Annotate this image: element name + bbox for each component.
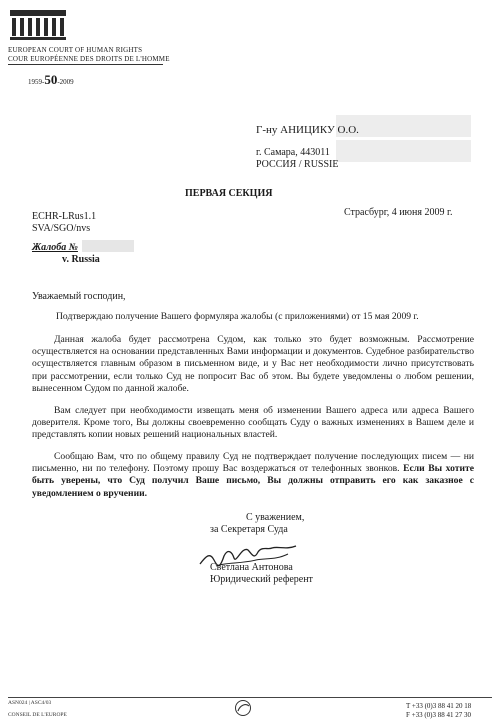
council-of-europe-emblem-icon <box>232 699 254 717</box>
closing-regards: С уважением, <box>246 512 305 523</box>
anniversary-start: 1959- <box>28 78 45 86</box>
reference-line-1: ECHR-LRus1.1 <box>32 211 97 222</box>
redacted-complaint-number <box>82 240 134 252</box>
anniversary-number: 50 <box>44 72 58 87</box>
footer-code: ASN024 | ASC4/03 <box>8 700 52 706</box>
footer-divider <box>8 697 492 698</box>
footer-organisation: CONSEIL DE L'EUROPE <box>8 712 67 718</box>
footer-phone: T +33 (0)3 88 41 20 18 <box>406 702 472 710</box>
header-divider <box>8 64 163 65</box>
signer-name: Светлана Антонова <box>210 562 293 573</box>
salutation: Уважаемый господин, <box>32 291 126 302</box>
footer-fax: F +33 (0)3 88 41 27 30 <box>406 711 472 719</box>
complaint-versus: v. Russia <box>62 254 100 265</box>
signer-title: Юридический референт <box>210 574 313 585</box>
complaint-label: Жалоба № <box>32 242 78 253</box>
place-date: Страсбург, 4 июня 2009 г. <box>344 207 453 218</box>
reference-line-2: SVA/SGO/nvs <box>32 223 91 234</box>
anniversary-mark <box>28 72 74 88</box>
paragraph-review: Данная жалоба будет рассмотрена Судом, как только это будет возможным. Рассмотрение осуществляется на основании представленных Вами информации и документов. Судебное разбирательство осуществляется главным образом в письменном виде, и у Вас нет необходимости лично присутствовать при рассмотрении, если только Суд не попросит Вас об этом. Вы будете уведомлены о любом решении, вынесенном Судом по данной жалобе. <box>32 334 474 394</box>
paragraph-correspondence-normal: Сообщаю Вам, что по общему правилу Суд не подтверждает получение последующих писем — ни письменно, ни по телефону. Поэтому прошу Вас воздержаться от телефонных звонков. <box>32 451 474 475</box>
paragraph-correspondence <box>32 451 474 500</box>
redacted-area <box>336 140 471 162</box>
recipient-name: Г-ну АНИЦИКУ О.О. <box>256 124 359 136</box>
paragraph-notify: Вам следует при необходимости извещать меня об изменении Вашего адреса или адреса Вашего доверителя. Кроме того, Вы должны своевременно сообщать Суду о важных изменениях в Вашем деле и представлять копии новых решений национальных властей. <box>32 405 474 441</box>
closing-on-behalf: за Секретаря Суда <box>210 524 288 535</box>
paragraph-correspondence-bold: Если Вы хотите быть уверены, что Суд получил Ваше письмо, Вы должны отправить его как заказное с уведомлением о вручении. <box>32 463 474 499</box>
court-building-logo-icon <box>8 8 68 42</box>
recipient-city: г. Самара, 443011 <box>256 147 330 158</box>
section-title: ПЕРВАЯ СЕКЦИЯ <box>185 188 273 199</box>
recipient-country: РОССИЯ / RUSSIE <box>256 159 339 170</box>
court-name-french: COUR EUROPÉENNE DES DROITS DE L'HOMME <box>8 55 170 63</box>
paragraph-receipt: Подтверждаю получение Вашего формуляра жалобы (с приложениями) от 15 мая 2009 г. <box>56 311 419 322</box>
anniversary-end: -2009 <box>57 78 74 86</box>
court-name-english: EUROPEAN COURT OF HUMAN RIGHTS <box>8 46 143 54</box>
